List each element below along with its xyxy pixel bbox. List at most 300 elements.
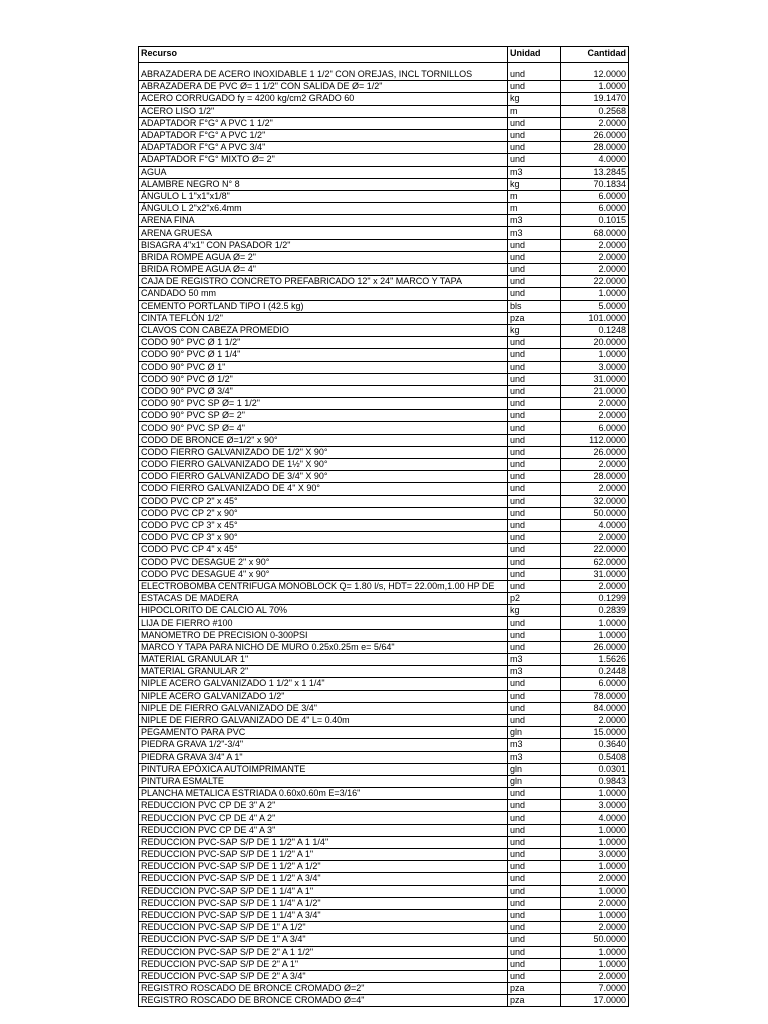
cell-resource: ADAPTADOR F°G° A PVC 1/2" <box>139 129 508 141</box>
cell-unit: und <box>508 934 561 946</box>
cell-resource: ÁNGULO L 1"x1"x1/8" <box>139 190 508 202</box>
cell-quantity: 4.0000 <box>561 812 629 824</box>
cell-quantity: 2.0000 <box>561 580 629 592</box>
cell-unit: und <box>508 970 561 982</box>
cell-quantity: 1.0000 <box>561 629 629 641</box>
cell-resource: CODO FIERRO GALVANIZADO DE 1/2" X 90° <box>139 446 508 458</box>
cell-unit: und <box>508 69 561 81</box>
cell-quantity: 101.0000 <box>561 312 629 324</box>
table-row <box>139 690 629 702</box>
cell-resource: REDUCCION PVC-SAP S/P DE 1 1/2" A 1" <box>139 849 508 861</box>
cell-quantity: 0.1299 <box>561 593 629 605</box>
cell-quantity: 4.0000 <box>561 154 629 166</box>
table-row <box>139 861 629 873</box>
cell-quantity: 2.0000 <box>561 714 629 726</box>
table-row <box>139 203 629 215</box>
cell-unit: und <box>508 909 561 921</box>
cell-unit: und <box>508 373 561 385</box>
table-row <box>139 264 629 276</box>
cell-resource: CODO PVC CP 3" x 90° <box>139 532 508 544</box>
cell-unit: und <box>508 288 561 300</box>
cell-resource: REDUCCION PVC CP DE 4" A 2" <box>139 812 508 824</box>
cell-unit: und <box>508 702 561 714</box>
table-row <box>139 788 629 800</box>
cell-resource: PLANCHA METALICA ESTRIADA 0.60x0.60m E=3/16" <box>139 788 508 800</box>
table-row <box>139 556 629 568</box>
cell-resource: CLAVOS CON CABEZA PROMEDIO <box>139 324 508 336</box>
cell-resource: CODO 90° PVC Ø 1" <box>139 361 508 373</box>
cell-resource: PIEDRA GRAVA 3/4" A 1" <box>139 751 508 763</box>
cell-quantity: 1.0000 <box>561 788 629 800</box>
table-row <box>139 897 629 909</box>
cell-resource: AGUA <box>139 166 508 178</box>
cell-quantity: 0.5408 <box>561 751 629 763</box>
cell-unit: und <box>508 398 561 410</box>
table-row <box>139 714 629 726</box>
table-row <box>139 288 629 300</box>
table-row <box>139 836 629 848</box>
cell-unit: und <box>508 519 561 531</box>
cell-resource: REDUCCION PVC-SAP S/P DE 1" A 3/4" <box>139 934 508 946</box>
cell-quantity: 3.0000 <box>561 849 629 861</box>
cell-unit: pza <box>508 983 561 995</box>
cell-unit: m <box>508 190 561 202</box>
table-row <box>139 702 629 714</box>
cell-unit: kg <box>508 93 561 105</box>
cell-unit: und <box>508 129 561 141</box>
cell-resource: REDUCCION PVC-SAP S/P DE 2" A 1" <box>139 958 508 970</box>
cell-quantity: 2.0000 <box>561 532 629 544</box>
table-row <box>139 617 629 629</box>
table-row <box>139 654 629 666</box>
cell-quantity: 1.0000 <box>561 824 629 836</box>
cell-quantity: 19.1470 <box>561 93 629 105</box>
cell-unit: bls <box>508 300 561 312</box>
header-unit: Unidad <box>508 47 561 63</box>
table-row <box>139 373 629 385</box>
cell-unit: gln <box>508 727 561 739</box>
cell-resource: CODO 90° PVC Ø 1 1/4" <box>139 349 508 361</box>
cell-resource: ADAPTADOR F°G° MIXTO Ø= 2" <box>139 154 508 166</box>
table-row <box>139 471 629 483</box>
table-row <box>139 361 629 373</box>
cell-resource: CODO PVC DESAGUE 4" x 90° <box>139 568 508 580</box>
cell-quantity: 4.0000 <box>561 519 629 531</box>
cell-unit: und <box>508 836 561 848</box>
table-row <box>139 215 629 227</box>
cell-resource: CAJA DE REGISTRO CONCRETO PREFABRICADO 12" x 24" MARCO Y TAPA <box>139 276 508 288</box>
cell-quantity: 1.0000 <box>561 909 629 921</box>
table-row <box>139 983 629 995</box>
table-row <box>139 324 629 336</box>
cell-quantity: 1.0000 <box>561 617 629 629</box>
cell-unit: und <box>508 142 561 154</box>
cell-unit: und <box>508 154 561 166</box>
cell-unit: pza <box>508 312 561 324</box>
cell-quantity: 0.2839 <box>561 605 629 617</box>
cell-quantity: 6.0000 <box>561 422 629 434</box>
table-row <box>139 763 629 775</box>
cell-unit: und <box>508 824 561 836</box>
cell-quantity: 5.0000 <box>561 300 629 312</box>
cell-resource: CODO DE BRONCE Ø=1/2" x 90° <box>139 434 508 446</box>
cell-resource: REDUCCION PVC-SAP S/P DE 1 1/2" A 3/4" <box>139 873 508 885</box>
cell-unit: und <box>508 251 561 263</box>
cell-resource: ELECTROBOMBA CENTRIFUGA MONOBLOCK Q= 1.80 l/s, HDT= 22.00m,1.00 HP DE <box>139 580 508 592</box>
cell-unit: und <box>508 337 561 349</box>
cell-unit: m3 <box>508 666 561 678</box>
cell-unit: und <box>508 117 561 129</box>
cell-resource: REDUCCION PVC CP DE 3" A 2" <box>139 800 508 812</box>
cell-quantity: 2.0000 <box>561 459 629 471</box>
cell-unit: pza <box>508 995 561 1007</box>
cell-unit: und <box>508 580 561 592</box>
cell-resource: CODO PVC DESAGUE 2" x 90° <box>139 556 508 568</box>
cell-unit: und <box>508 812 561 824</box>
cell-unit: m3 <box>508 227 561 239</box>
table-row <box>139 239 629 251</box>
cell-quantity: 31.0000 <box>561 373 629 385</box>
resources-table <box>138 46 629 1007</box>
cell-quantity: 2.0000 <box>561 239 629 251</box>
table-header-row <box>139 47 629 63</box>
cell-quantity: 0.2448 <box>561 666 629 678</box>
cell-quantity: 0.1015 <box>561 215 629 227</box>
cell-unit: und <box>508 849 561 861</box>
cell-resource: REDUCCION PVC CP DE 4" A 3" <box>139 824 508 836</box>
cell-resource: ADAPTADOR F°G° A PVC 1 1/2" <box>139 117 508 129</box>
table-row <box>139 300 629 312</box>
cell-quantity: 1.0000 <box>561 288 629 300</box>
cell-unit: m <box>508 105 561 117</box>
cell-unit: und <box>508 544 561 556</box>
cell-resource: MATERIAL GRANULAR 2" <box>139 666 508 678</box>
cell-quantity: 3.0000 <box>561 361 629 373</box>
table-row <box>139 568 629 580</box>
cell-unit: und <box>508 459 561 471</box>
cell-resource: CODO 90° PVC SP Ø= 4" <box>139 422 508 434</box>
cell-unit: und <box>508 422 561 434</box>
cell-resource: CODO PVC CP 2" x 45° <box>139 495 508 507</box>
cell-resource: NIPLE ACERO GALVANIZADO 1/2" <box>139 690 508 702</box>
table-row <box>139 410 629 422</box>
cell-unit: und <box>508 264 561 276</box>
table-row <box>139 422 629 434</box>
cell-resource: MANOMETRO DE PRECISION 0-300PSI <box>139 629 508 641</box>
table-row <box>139 775 629 787</box>
cell-resource: MARCO Y TAPA PARA NICHO DE MURO 0.25x0.25m e= 5/64" <box>139 641 508 653</box>
cell-unit: m <box>508 203 561 215</box>
cell-quantity: 20.0000 <box>561 337 629 349</box>
cell-resource: CODO FIERRO GALVANIZADO DE 1½" X 90° <box>139 459 508 471</box>
cell-resource: ADAPTADOR F°G° A PVC 3/4" <box>139 142 508 154</box>
cell-unit: und <box>508 239 561 251</box>
cell-quantity: 62.0000 <box>561 556 629 568</box>
cell-resource: CODO PVC CP 3" x 45° <box>139 519 508 531</box>
cell-resource: MATERIAL GRANULAR 1" <box>139 654 508 666</box>
cell-unit: kg <box>508 324 561 336</box>
table-row <box>139 532 629 544</box>
table-row <box>139 544 629 556</box>
cell-quantity: 22.0000 <box>561 276 629 288</box>
table-row <box>139 142 629 154</box>
cell-resource: NIPLE DE FIERRO GALVANIZADO DE 4" L= 0.40m <box>139 714 508 726</box>
cell-quantity: 13.2845 <box>561 166 629 178</box>
cell-quantity: 2.0000 <box>561 970 629 982</box>
cell-unit: und <box>508 946 561 958</box>
cell-unit: und <box>508 714 561 726</box>
cell-quantity: 26.0000 <box>561 641 629 653</box>
cell-quantity: 2.0000 <box>561 897 629 909</box>
table-row <box>139 678 629 690</box>
cell-quantity: 50.0000 <box>561 507 629 519</box>
cell-unit: m3 <box>508 654 561 666</box>
table-row <box>139 483 629 495</box>
cell-resource: REDUCCION PVC-SAP S/P DE 2" A 3/4" <box>139 970 508 982</box>
table-row <box>139 276 629 288</box>
cell-resource: REDUCCION PVC-SAP S/P DE 1 1/4" A 3/4" <box>139 909 508 921</box>
cell-unit: m3 <box>508 215 561 227</box>
cell-resource: CODO FIERRO GALVANIZADO DE 4" X 90° <box>139 483 508 495</box>
cell-unit: und <box>508 788 561 800</box>
cell-quantity: 28.0000 <box>561 142 629 154</box>
cell-unit: m3 <box>508 739 561 751</box>
cell-quantity: 15.0000 <box>561 727 629 739</box>
cell-resource: LIJA DE FIERRO #100 <box>139 617 508 629</box>
table-row <box>139 800 629 812</box>
cell-resource: REGISTRO ROSCADO DE BRONCE CROMADO Ø=4" <box>139 995 508 1007</box>
cell-resource: CEMENTO PORTLAND TIPO I (42.5 kg) <box>139 300 508 312</box>
cell-quantity: 78.0000 <box>561 690 629 702</box>
table-row <box>139 495 629 507</box>
cell-resource: ARENA FINA <box>139 215 508 227</box>
table-row <box>139 154 629 166</box>
table-row <box>139 593 629 605</box>
table-row <box>139 739 629 751</box>
table-row <box>139 129 629 141</box>
cell-quantity: 3.0000 <box>561 800 629 812</box>
table-row <box>139 459 629 471</box>
cell-quantity: 32.0000 <box>561 495 629 507</box>
cell-quantity: 26.0000 <box>561 446 629 458</box>
cell-quantity: 1.5626 <box>561 654 629 666</box>
cell-resource: PINTURA EPÓXICA AUTOIMPRIMANTE <box>139 763 508 775</box>
cell-resource: REDUCCION PVC-SAP S/P DE 1 1/4" A 1/2" <box>139 897 508 909</box>
table-row <box>139 849 629 861</box>
table-row <box>139 995 629 1007</box>
table-row <box>139 434 629 446</box>
cell-quantity: 0.1248 <box>561 324 629 336</box>
cell-quantity: 2.0000 <box>561 251 629 263</box>
cell-resource: ABRAZADERA DE PVC Ø= 1 1/2" CON SALIDA DE Ø= 1/2" <box>139 81 508 93</box>
cell-resource: ALAMBRE NEGRO N° 8 <box>139 178 508 190</box>
cell-resource: NIPLE ACERO GALVANIZADO 1 1/2" x 1 1/4" <box>139 678 508 690</box>
cell-resource: CODO 90° PVC Ø 1 1/2" <box>139 337 508 349</box>
cell-unit: und <box>508 800 561 812</box>
cell-resource: REDUCCION PVC-SAP S/P DE 1 1/4" A 1" <box>139 885 508 897</box>
cell-resource: CODO 90° PVC SP Ø= 2" <box>139 410 508 422</box>
cell-quantity: 2.0000 <box>561 873 629 885</box>
cell-resource: BRIDA ROMPE AGUA Ø= 4" <box>139 264 508 276</box>
cell-unit: und <box>508 690 561 702</box>
cell-quantity: 6.0000 <box>561 190 629 202</box>
table-row <box>139 178 629 190</box>
cell-unit: und <box>508 922 561 934</box>
table-row <box>139 105 629 117</box>
cell-quantity: 112.0000 <box>561 434 629 446</box>
cell-unit: und <box>508 617 561 629</box>
cell-resource: REGISTRO ROSCADO DE BRONCE CROMADO Ø=2" <box>139 983 508 995</box>
cell-quantity: 0.2568 <box>561 105 629 117</box>
table-body <box>139 63 629 1007</box>
cell-quantity: 0.3640 <box>561 739 629 751</box>
cell-quantity: 7.0000 <box>561 983 629 995</box>
cell-quantity: 1.0000 <box>561 81 629 93</box>
cell-quantity: 1.0000 <box>561 836 629 848</box>
cell-resource: CODO 90° PVC SP Ø= 1 1/2" <box>139 398 508 410</box>
table-row <box>139 385 629 397</box>
cell-unit: und <box>508 885 561 897</box>
table-row <box>139 970 629 982</box>
cell-unit: und <box>508 861 561 873</box>
cell-unit: m3 <box>508 751 561 763</box>
table-row <box>139 629 629 641</box>
cell-quantity: 50.0000 <box>561 934 629 946</box>
table-row <box>139 337 629 349</box>
table-row <box>139 349 629 361</box>
cell-quantity: 1.0000 <box>561 349 629 361</box>
cell-resource: ACERO LISO 1/2" <box>139 105 508 117</box>
cell-unit: und <box>508 873 561 885</box>
header-resource: Recurso <box>139 47 508 63</box>
cell-unit: m3 <box>508 166 561 178</box>
cell-unit: und <box>508 81 561 93</box>
table-row <box>139 117 629 129</box>
cell-unit: gln <box>508 775 561 787</box>
cell-quantity: 17.0000 <box>561 995 629 1007</box>
cell-unit: gln <box>508 763 561 775</box>
cell-unit: und <box>508 532 561 544</box>
table-row <box>139 641 629 653</box>
cell-quantity: 1.0000 <box>561 958 629 970</box>
cell-unit: und <box>508 958 561 970</box>
cell-unit: und <box>508 556 561 568</box>
cell-quantity: 26.0000 <box>561 129 629 141</box>
cell-quantity: 70.1834 <box>561 178 629 190</box>
cell-quantity: 2.0000 <box>561 117 629 129</box>
table-row <box>139 958 629 970</box>
table-row <box>139 934 629 946</box>
cell-quantity: 28.0000 <box>561 471 629 483</box>
table-row <box>139 812 629 824</box>
cell-quantity: 0.9843 <box>561 775 629 787</box>
table-row <box>139 727 629 739</box>
cell-resource: REDUCCION PVC-SAP S/P DE 1 1/2" A 1 1/4" <box>139 836 508 848</box>
table-row <box>139 190 629 202</box>
table-row <box>139 909 629 921</box>
cell-resource: ABRAZADERA DE ACERO INOXIDABLE 1 1/2" CON OREJAS, INCL TORNILLOS <box>139 69 508 81</box>
cell-quantity: 31.0000 <box>561 568 629 580</box>
cell-resource: HIPOCLORITO DE CALCIO AL 70% <box>139 605 508 617</box>
cell-unit: und <box>508 568 561 580</box>
cell-unit: und <box>508 276 561 288</box>
cell-resource: BISAGRA 4"x1" CON PASADOR 1/2" <box>139 239 508 251</box>
cell-resource: PIEDRA GRAVA 1/2"-3/4" <box>139 739 508 751</box>
cell-quantity: 6.0000 <box>561 203 629 215</box>
cell-resource: ÁNGULO L 2"x2"x6.4mm <box>139 203 508 215</box>
cell-unit: kg <box>508 178 561 190</box>
cell-quantity: 2.0000 <box>561 398 629 410</box>
cell-unit: und <box>508 483 561 495</box>
cell-resource: CINTA TEFLÓN 1/2" <box>139 312 508 324</box>
cell-unit: und <box>508 678 561 690</box>
table-row <box>139 398 629 410</box>
cell-unit: und <box>508 349 561 361</box>
table-row <box>139 312 629 324</box>
table-row <box>139 446 629 458</box>
cell-resource: PINTURA ESMALTE <box>139 775 508 787</box>
table-row <box>139 666 629 678</box>
cell-unit: und <box>508 446 561 458</box>
cell-quantity: 0.0301 <box>561 763 629 775</box>
table-row <box>139 580 629 592</box>
table-row <box>139 166 629 178</box>
table-row <box>139 922 629 934</box>
cell-quantity: 2.0000 <box>561 264 629 276</box>
cell-resource: PEGAMENTO PARA PVC <box>139 727 508 739</box>
cell-quantity: 2.0000 <box>561 410 629 422</box>
cell-unit: und <box>508 385 561 397</box>
table-row <box>139 751 629 763</box>
table-row <box>139 873 629 885</box>
cell-unit: p2 <box>508 593 561 605</box>
cell-unit: und <box>508 495 561 507</box>
cell-resource: REDUCCION PVC-SAP S/P DE 1" A 1/2" <box>139 922 508 934</box>
cell-resource: REDUCCION PVC-SAP S/P DE 1 1/2" A 1/2" <box>139 861 508 873</box>
cell-unit: und <box>508 897 561 909</box>
table-row <box>139 81 629 93</box>
cell-quantity: 21.0000 <box>561 385 629 397</box>
cell-quantity: 2.0000 <box>561 922 629 934</box>
table-row <box>139 519 629 531</box>
cell-resource: ESTACAS DE MADERA <box>139 593 508 605</box>
cell-resource: CANDADO 50 mm <box>139 288 508 300</box>
cell-unit: und <box>508 507 561 519</box>
table-row <box>139 227 629 239</box>
cell-resource: BRIDA ROMPE AGUA Ø= 2" <box>139 251 508 263</box>
table-row <box>139 507 629 519</box>
table-row <box>139 93 629 105</box>
cell-quantity: 6.0000 <box>561 678 629 690</box>
cell-unit: kg <box>508 605 561 617</box>
cell-quantity: 2.0000 <box>561 483 629 495</box>
table-row <box>139 946 629 958</box>
cell-unit: und <box>508 410 561 422</box>
table-row <box>139 69 629 81</box>
cell-quantity: 68.0000 <box>561 227 629 239</box>
cell-resource: CODO 90° PVC Ø 3/4" <box>139 385 508 397</box>
cell-resource: CODO FIERRO GALVANIZADO DE 3/4" X 90° <box>139 471 508 483</box>
cell-quantity: 22.0000 <box>561 544 629 556</box>
cell-unit: und <box>508 361 561 373</box>
cell-unit: und <box>508 629 561 641</box>
cell-unit: und <box>508 641 561 653</box>
table-row <box>139 885 629 897</box>
cell-quantity: 12.0000 <box>561 69 629 81</box>
header-quantity: Cantidad <box>561 47 629 63</box>
cell-quantity: 1.0000 <box>561 885 629 897</box>
cell-resource: ARENA GRUESA <box>139 227 508 239</box>
